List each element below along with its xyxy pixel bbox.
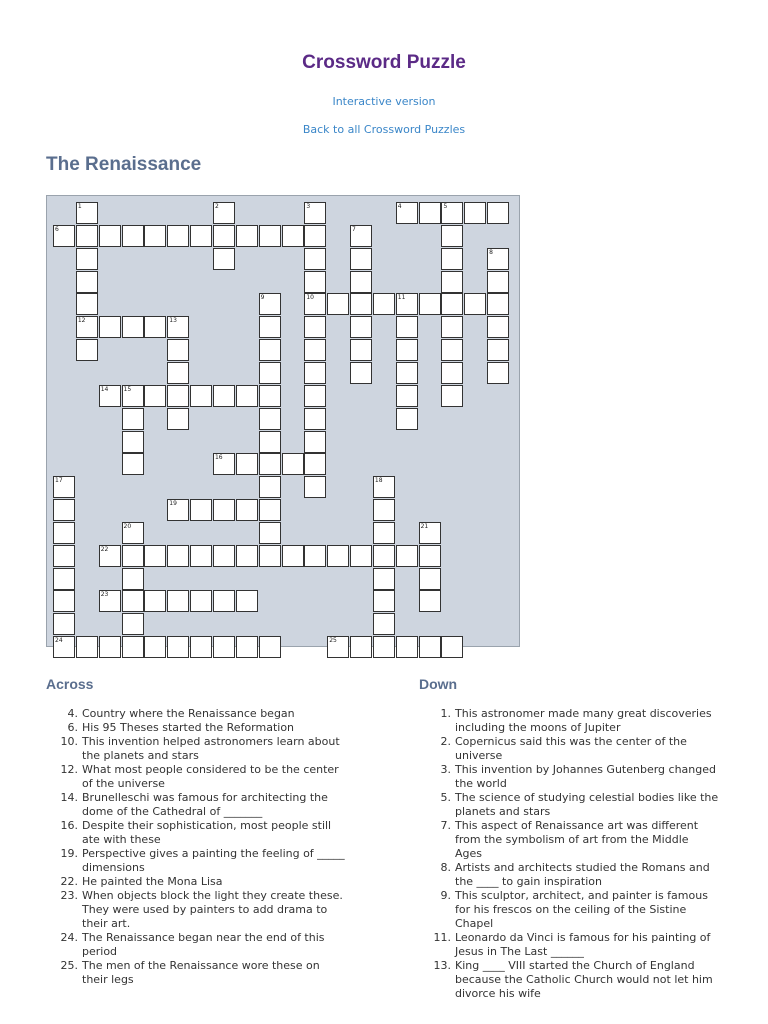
grid-cell[interactable] — [327, 293, 349, 315]
grid-cell[interactable] — [76, 316, 98, 338]
grid-cell[interactable] — [327, 545, 349, 567]
down-heading: Down — [419, 676, 458, 692]
clue-num: 1. — [440, 707, 451, 720]
down-clue — [419, 931, 719, 959]
grid-cell[interactable] — [441, 293, 463, 315]
grid-cell[interactable] — [304, 385, 326, 407]
grid-cell[interactable] — [190, 385, 212, 407]
clue-number: 3 — [306, 203, 311, 210]
clue-number: 17 — [55, 477, 63, 485]
clue-num: 25. — [60, 959, 78, 972]
grid-cell[interactable] — [373, 499, 395, 521]
across-clue — [46, 959, 346, 987]
grid-cell[interactable] — [122, 590, 144, 612]
grid-cell[interactable] — [419, 293, 441, 315]
grid-cell[interactable] — [99, 225, 121, 247]
clue-num: 5. — [440, 791, 451, 804]
grid-cell[interactable] — [487, 339, 509, 361]
clue-number: 8 — [489, 248, 493, 256]
grid-cell[interactable] — [76, 636, 98, 658]
grid-cell[interactable] — [441, 636, 463, 658]
grid-cell[interactable] — [167, 590, 189, 612]
grid-cell[interactable] — [144, 316, 166, 338]
grid-cell[interactable] — [373, 568, 395, 590]
clue-num: 6. — [67, 721, 78, 734]
across-clue — [46, 735, 346, 763]
grid-cell[interactable] — [282, 225, 304, 247]
grid-cell[interactable] — [441, 339, 463, 361]
grid-cell[interactable] — [259, 385, 281, 407]
grid-cell[interactable] — [304, 225, 326, 247]
grid-cell[interactable] — [396, 202, 418, 224]
grid-cell[interactable] — [259, 225, 281, 247]
grid-cell[interactable] — [441, 385, 463, 407]
grid-cell[interactable] — [441, 316, 463, 338]
grid-cell[interactable] — [144, 225, 166, 247]
clue-text: Brunelleschi was famous for architecting the dome of the Cathedral of _______ — [82, 791, 328, 818]
across-clue — [46, 721, 346, 735]
clue-number: 9 — [260, 294, 265, 302]
grid-cell[interactable] — [99, 385, 121, 407]
grid-cell[interactable] — [419, 568, 441, 590]
grid-cell[interactable] — [487, 248, 509, 270]
grid-cell[interactable] — [190, 545, 212, 567]
grid-cell[interactable] — [487, 316, 509, 338]
grid-cell[interactable] — [259, 431, 281, 453]
grid-cell[interactable] — [350, 362, 372, 384]
down-clue — [419, 763, 719, 791]
grid-cell[interactable] — [53, 636, 75, 658]
grid-cell[interactable] — [373, 636, 395, 658]
grid-cell[interactable] — [53, 499, 75, 521]
grid-cell[interactable] — [396, 293, 418, 315]
clue-num: 14. — [60, 791, 78, 804]
grid-cell[interactable] — [304, 248, 326, 270]
across-clue — [46, 875, 346, 889]
clue-text: Leonardo da Vinci is famous for his painting of Jesus in The Last ______ — [455, 931, 711, 958]
grid-cell[interactable] — [419, 636, 441, 658]
grid-cell[interactable] — [350, 636, 372, 658]
clue-number: 24 — [55, 637, 63, 645]
clue-text: This aspect of Renaissance art was different from the symbolism of art from the Middle Ages — [455, 819, 699, 860]
grid-cell[interactable] — [99, 636, 121, 658]
clue-num: 22. — [60, 875, 78, 888]
clue-num: 16. — [60, 819, 78, 832]
grid-cell[interactable] — [213, 636, 235, 658]
grid-cell[interactable] — [53, 225, 75, 247]
grid-cell[interactable] — [144, 590, 166, 612]
grid-cell[interactable] — [396, 636, 418, 658]
grid-cell[interactable] — [213, 499, 235, 521]
across-clue — [46, 819, 346, 847]
grid-cell[interactable] — [259, 453, 281, 475]
clue-number: 25 — [329, 637, 337, 645]
down-clue-list — [419, 707, 719, 1001]
clue-number: 2 — [214, 203, 219, 210]
clue-text: Perspective gives a painting the feeling of _____ dimensions — [82, 847, 345, 874]
clue-num: 13. — [433, 959, 451, 972]
clue-num: 8. — [440, 861, 451, 874]
grid-cell[interactable] — [304, 476, 326, 498]
clue-number: 1 — [77, 203, 82, 210]
grid-cell[interactable] — [213, 248, 235, 270]
grid-cell[interactable] — [327, 636, 349, 658]
clue-number: 11 — [397, 294, 406, 302]
grid-cell[interactable] — [213, 590, 235, 612]
grid-cell[interactable] — [53, 590, 75, 612]
grid-cell[interactable] — [259, 545, 281, 567]
grid-cell[interactable] — [122, 316, 144, 338]
grid-cell[interactable] — [76, 293, 98, 315]
grid-cell[interactable] — [122, 453, 144, 475]
clue-text: Despite their sophistication, most people still ate with these — [82, 819, 332, 846]
grid-cell[interactable] — [350, 316, 372, 338]
clue-number: 7 — [352, 225, 356, 233]
clue-num: 10. — [60, 735, 78, 748]
back-to-puzzles-link[interactable]: Back to all Crossword Puzzles — [302, 123, 466, 136]
grid-cell[interactable] — [259, 522, 281, 544]
grid-cell[interactable] — [144, 545, 166, 567]
clue-text: This sculptor, architect, and painter is famous for his frescos on the ceiling of the Sistine Chapel — [455, 889, 708, 930]
grid-cell[interactable] — [282, 453, 304, 475]
grid-cell[interactable] — [396, 545, 418, 567]
grid-cell[interactable] — [236, 385, 258, 407]
clue-number: 4 — [397, 203, 402, 210]
clue-num: 4. — [67, 707, 78, 720]
grid-cell[interactable] — [122, 385, 144, 407]
grid-cell[interactable] — [304, 271, 326, 293]
clue-num: 7. — [440, 819, 451, 832]
grid-cell[interactable] — [259, 316, 281, 338]
crossword-grid — [46, 195, 520, 647]
grid-cell[interactable] — [99, 590, 121, 612]
down-clue — [419, 735, 719, 763]
grid-cell[interactable] — [282, 545, 304, 567]
grid-cell[interactable] — [236, 453, 258, 475]
grid-cell[interactable] — [122, 522, 144, 544]
grid-cell[interactable] — [487, 362, 509, 384]
grid-cell[interactable] — [373, 476, 395, 498]
grid-cell[interactable] — [259, 476, 281, 498]
grid-cell[interactable] — [304, 339, 326, 361]
grid-cell[interactable] — [464, 202, 486, 224]
clue-text: He painted the Mona Lisa — [82, 875, 223, 888]
grid-cell[interactable] — [350, 339, 372, 361]
grid-cell[interactable] — [167, 316, 189, 338]
grid-cell[interactable] — [190, 636, 212, 658]
grid-cell[interactable] — [419, 202, 441, 224]
grid-cell[interactable] — [259, 499, 281, 521]
grid-cell[interactable] — [419, 545, 441, 567]
clue-number: 20 — [123, 522, 132, 530]
grid-cell[interactable] — [350, 271, 372, 293]
across-heading: Across — [46, 676, 94, 692]
grid-cell[interactable] — [76, 339, 98, 361]
clue-num: 19. — [60, 847, 78, 860]
grid-cell[interactable] — [76, 202, 98, 224]
grid-cell[interactable] — [259, 408, 281, 430]
grid-cell[interactable] — [76, 225, 98, 247]
clue-number: 19 — [169, 500, 177, 508]
clue-text: When objects block the light they create these. They were used by painters to add drama to their art. — [82, 889, 343, 930]
grid-cell[interactable] — [464, 293, 486, 315]
grid-cell[interactable] — [213, 545, 235, 567]
clue-text: King ____ VIII started the Church of England because the Catholic Church would not let him divorce his wife — [455, 959, 713, 1000]
clue-text: This invention helped astronomers learn about the planets and stars — [82, 735, 340, 762]
grid-cell[interactable] — [144, 636, 166, 658]
across-clue — [46, 791, 346, 819]
clue-number: 5 — [443, 203, 448, 210]
clue-num: 3. — [440, 763, 451, 776]
grid-cell[interactable] — [373, 522, 395, 544]
clue-text: What most people considered to be the center of the universe — [82, 763, 339, 790]
grid-cell[interactable] — [350, 293, 372, 315]
grid-cell[interactable] — [167, 499, 189, 521]
clue-number: 23 — [100, 591, 109, 599]
grid-cell[interactable] — [259, 293, 281, 315]
grid-cell[interactable] — [441, 202, 463, 224]
grid-cell[interactable] — [167, 545, 189, 567]
grid-cell[interactable] — [236, 636, 258, 658]
clue-num: 12. — [60, 763, 78, 776]
interactive-version-link[interactable]: Interactive version — [332, 95, 436, 108]
grid-cell[interactable] — [236, 545, 258, 567]
grid-cell[interactable] — [99, 316, 121, 338]
clue-number: 13 — [169, 317, 177, 325]
grid-cell[interactable] — [441, 271, 463, 293]
grid-cell[interactable] — [213, 202, 235, 224]
grid-cell[interactable] — [373, 590, 395, 612]
clue-text: Country where the Renaissance began — [82, 707, 295, 720]
clue-number: 16 — [214, 454, 223, 462]
grid-cell[interactable] — [487, 271, 509, 293]
grid-cell[interactable] — [236, 225, 258, 247]
grid-cell[interactable] — [304, 293, 326, 315]
grid-cell[interactable] — [53, 613, 75, 635]
grid-cell[interactable] — [304, 362, 326, 384]
grid-cell[interactable] — [167, 408, 189, 430]
grid-cell[interactable] — [190, 499, 212, 521]
grid-cell[interactable] — [76, 271, 98, 293]
clue-number: 22 — [100, 545, 109, 553]
down-clue — [419, 819, 719, 861]
across-clue — [46, 707, 346, 721]
grid-cell[interactable] — [396, 316, 418, 338]
grid-cell[interactable] — [122, 225, 144, 247]
clue-text: The science of studying celestial bodies like the planets and stars — [455, 791, 719, 818]
grid-cell[interactable] — [167, 225, 189, 247]
grid-cell[interactable] — [304, 431, 326, 453]
grid-cell[interactable] — [213, 225, 235, 247]
grid-cell[interactable] — [53, 568, 75, 590]
grid-cell[interactable] — [304, 545, 326, 567]
clue-number: 14 — [100, 385, 109, 393]
grid-cell[interactable] — [122, 636, 144, 658]
down-clue — [419, 861, 719, 889]
grid-cell[interactable] — [373, 613, 395, 635]
grid-cell[interactable] — [53, 476, 75, 498]
across-clue-list — [46, 707, 346, 987]
grid-cell[interactable] — [53, 522, 75, 544]
clue-number: 18 — [374, 477, 383, 485]
down-clue — [419, 889, 719, 931]
grid-cell[interactable] — [167, 339, 189, 361]
grid-cell[interactable] — [122, 568, 144, 590]
clue-number: 12 — [77, 317, 86, 325]
grid-cell[interactable] — [419, 522, 441, 544]
page-title: Crossword Puzzle — [302, 52, 466, 73]
across-clue — [46, 763, 346, 791]
grid-cell[interactable] — [259, 362, 281, 384]
grid-cell[interactable] — [396, 408, 418, 430]
clue-text: This invention by Johannes Gutenberg changed the world — [455, 763, 717, 790]
clue-num: 2. — [440, 735, 451, 748]
grid-cell[interactable] — [487, 293, 509, 315]
grid-cell[interactable] — [396, 385, 418, 407]
down-clue — [419, 791, 719, 819]
across-clue — [46, 931, 346, 959]
grid-cell[interactable] — [350, 225, 372, 247]
down-clue — [419, 959, 719, 1001]
grid-cell[interactable] — [441, 225, 463, 247]
grid-cell[interactable] — [122, 408, 144, 430]
grid-cell[interactable] — [487, 202, 509, 224]
grid-cell[interactable] — [419, 590, 441, 612]
grid-cell[interactable] — [396, 339, 418, 361]
clue-num: 23. — [60, 889, 78, 902]
grid-cell[interactable] — [144, 385, 166, 407]
grid-cell[interactable] — [373, 293, 395, 315]
clue-text: This astronomer made many great discoveries including the moons of Jupiter — [455, 707, 712, 734]
grid-cell[interactable] — [304, 408, 326, 430]
grid-cell[interactable] — [167, 385, 189, 407]
grid-cell[interactable] — [213, 453, 235, 475]
grid-cell[interactable] — [304, 453, 326, 475]
grid-cell[interactable] — [396, 362, 418, 384]
grid-cell[interactable] — [190, 225, 212, 247]
grid-cell[interactable] — [236, 499, 258, 521]
grid-cell[interactable] — [373, 545, 395, 567]
clue-num: 11. — [433, 931, 451, 944]
grid-cell[interactable] — [441, 248, 463, 270]
grid-cell[interactable] — [213, 385, 235, 407]
clue-text: Artists and architects studied the Romans and the ____ to gain inspiration — [455, 861, 710, 888]
grid-cell[interactable] — [236, 590, 258, 612]
grid-cell[interactable] — [304, 202, 326, 224]
grid-cell[interactable] — [304, 316, 326, 338]
grid-cell[interactable] — [190, 590, 212, 612]
puzzle-subtitle: The Renaissance — [46, 154, 202, 175]
grid-cell[interactable] — [259, 339, 281, 361]
grid-cell[interactable] — [122, 431, 144, 453]
grid-cell[interactable] — [122, 613, 144, 635]
grid-cell[interactable] — [76, 248, 98, 270]
clue-number: 6 — [55, 225, 59, 233]
grid-cell[interactable] — [122, 545, 144, 567]
grid-cell[interactable] — [53, 545, 75, 567]
clue-num: 24. — [60, 931, 78, 944]
clue-number: 21 — [420, 522, 429, 530]
clue-num: 9. — [440, 889, 451, 902]
clue-number: 10 — [306, 294, 314, 302]
grid-cell[interactable] — [99, 545, 121, 567]
grid-cell[interactable] — [350, 248, 372, 270]
grid-cell[interactable] — [167, 636, 189, 658]
clue-number: 15 — [123, 385, 132, 393]
grid-cell[interactable] — [167, 362, 189, 384]
clue-text: Copernicus said this was the center of the universe — [455, 735, 687, 762]
down-clue — [419, 707, 719, 735]
clue-text: The men of the Renaissance wore these on their legs — [82, 959, 320, 986]
grid-cell[interactable] — [350, 545, 372, 567]
across-clue — [46, 889, 346, 931]
grid-cell[interactable] — [441, 362, 463, 384]
clue-text: His 95 Theses started the Reformation — [82, 721, 295, 734]
clue-text: The Renaissance began near the end of this period — [82, 931, 325, 958]
across-clue — [46, 847, 346, 875]
grid-cell[interactable] — [259, 636, 281, 658]
